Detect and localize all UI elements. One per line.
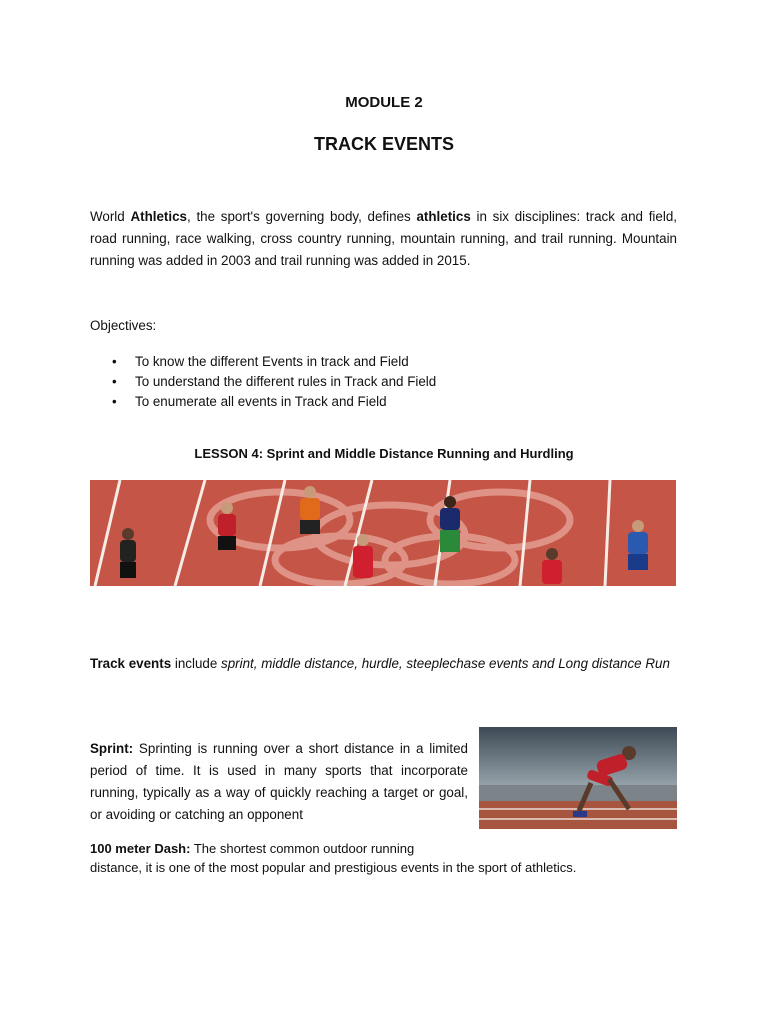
bullet-icon: • (112, 354, 117, 369)
page-title: TRACK EVENTS (313, 134, 454, 154)
sprinter-photo (479, 727, 677, 829)
objectives-heading: Objectives: (90, 318, 157, 333)
intro-paragraph: World Athletics, the sport's governing body, defines athletics in six disciplines: track and field, road running, race walking, cross country running, mountain running, and trail running. Mountain running was added in 2003 and trail running was added in 2015. (90, 209, 678, 268)
bullet-icon: • (112, 374, 117, 389)
module-label: MODULE 2 (345, 94, 423, 111)
sprint-paragraph: Sprint: Sprinting is running over a short distance in a limited period of time. It is used in many sports that incorporate running, typically as a way of quickly reaching a target or goal, or avoiding or catching an opponent (90, 741, 468, 822)
dash-paragraph-continued: distance, it is one of the most popular and prestigious events in the sport of athletics. (90, 860, 577, 875)
list-item: • To understand the different rules in Track and Field (112, 372, 436, 392)
list-item: • To know the different Events in track and Field (112, 352, 436, 372)
track-events-paragraph: Track events include sprint, middle distance, hurdle, steeplechase events and Long distance Run (90, 656, 670, 671)
bullet-icon: • (112, 394, 117, 409)
list-item: • To enumerate all events in Track and Field (112, 392, 436, 412)
objectives-list (112, 352, 436, 412)
lesson-title: LESSON 4: Sprint and Middle Distance Running and Hurdling (194, 446, 574, 461)
dash-paragraph: 100 meter Dash: The shortest common outdoor running (90, 841, 415, 856)
sprinters-banner-image (90, 480, 676, 586)
